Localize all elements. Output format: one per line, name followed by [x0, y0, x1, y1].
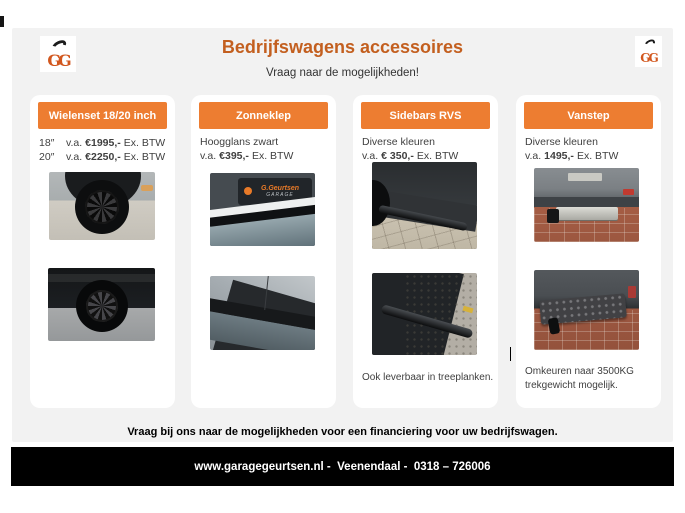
card-zonneklep: [191, 95, 336, 408]
card-header-wielenset: Wielenset 18/20 inch: [38, 102, 167, 129]
page-subtitle: Vraag naar de mogelijkheden!: [265, 67, 419, 79]
price-row: [39, 150, 173, 164]
card-header-zonneklep: Zonneklep: [199, 102, 328, 129]
photo-black-sidebar-tube-gravel: [372, 273, 477, 355]
logo-letters: GG: [47, 50, 69, 70]
price-suffix: Ex. BTW: [251, 150, 294, 162]
price-value: € 350,-: [381, 150, 414, 162]
alloy-rim: [86, 290, 118, 322]
price-value: 1495,-: [544, 150, 574, 162]
photo-black-van-black-alloy-wheel: [48, 268, 155, 341]
price-suffix: Ex. BTW: [123, 137, 166, 149]
photo-black-van-sun-visor: [210, 276, 315, 350]
card-vanstep: [516, 95, 661, 408]
towbar: [547, 209, 559, 223]
price-suffix: Ex. BTW: [576, 150, 619, 162]
tail-reflector: [628, 286, 636, 298]
price-suffix: Ex. BTW: [416, 150, 459, 162]
photo-van-rear-aluminium-step-towbar: [534, 168, 639, 242]
card-wielenset: [30, 95, 175, 408]
wheel-size: 20″: [39, 151, 55, 163]
price-line: [200, 150, 293, 162]
photo-van-rear-checker-step-towbar: [534, 270, 639, 350]
tire-edge: [372, 180, 390, 226]
price-prefix: v.a.: [200, 150, 217, 162]
price-prefix: v.a.: [362, 150, 379, 162]
price-line: [362, 150, 458, 162]
card-header-vanstep: Vanstep: [524, 102, 653, 129]
tail-light: [623, 189, 634, 195]
license-plate-area: [568, 173, 602, 181]
price-value: €2250,-: [85, 151, 121, 163]
wheel-size: 18″: [39, 137, 55, 149]
product-description: Diverse kleuren: [362, 136, 435, 148]
sidebar-tube: [381, 304, 474, 339]
photo-black-sidebar-tube-pavers: [372, 162, 477, 249]
price-prefix: v.a.: [525, 150, 542, 162]
rear-bumper: [534, 197, 639, 207]
footer-contact-text: www.garagegeurtsen.nl - Veenendaal - 0318 – 726006: [194, 460, 491, 473]
aluminium-step: [556, 207, 618, 220]
sign-subtext: GARAGE: [266, 192, 294, 198]
yellow-marking: [463, 306, 474, 314]
photo-white-van-sun-visor-garage-sign: [210, 173, 315, 246]
page-title: Bedrijfswagens accessoires: [221, 37, 464, 57]
footer-contact-bar: [11, 447, 674, 486]
financing-note: Vraag bij ons naar de mogelijkheden voor een financiering voor uw bedrijfswagen.: [127, 426, 558, 438]
logo-letters: GG: [640, 51, 657, 66]
extra-note: Omkeuren naar 3500KG trekgewicht mogelijk.: [525, 366, 634, 391]
extra-note: Ook leverbaar in treeplanken.: [362, 372, 494, 383]
product-description: Diverse kleuren: [525, 136, 598, 148]
product-description: Hoogglans zwart: [200, 136, 279, 148]
photo-silver-van-black-alloy-wheel: [49, 172, 155, 240]
price-prefix: v.a.: [66, 151, 83, 163]
card-sidebars-rvs: [353, 95, 498, 408]
alloy-rim: [85, 190, 119, 224]
price-line: [525, 150, 618, 162]
text-cursor: [510, 347, 511, 361]
sign-text: G.Geurtsen: [260, 185, 300, 192]
price-row: [39, 136, 173, 150]
sign-logo-dot: [244, 187, 252, 195]
price-suffix: Ex. BTW: [123, 151, 166, 163]
screenshot-edge-artifact: [0, 16, 4, 27]
price-table: [39, 136, 173, 164]
price-value: €395,-: [219, 150, 249, 162]
price-value: €1995,-: [85, 137, 121, 149]
price-prefix: v.a.: [66, 137, 83, 149]
indicator-light: [141, 185, 153, 191]
card-header-sidebars: Sidebars RVS: [361, 102, 490, 129]
